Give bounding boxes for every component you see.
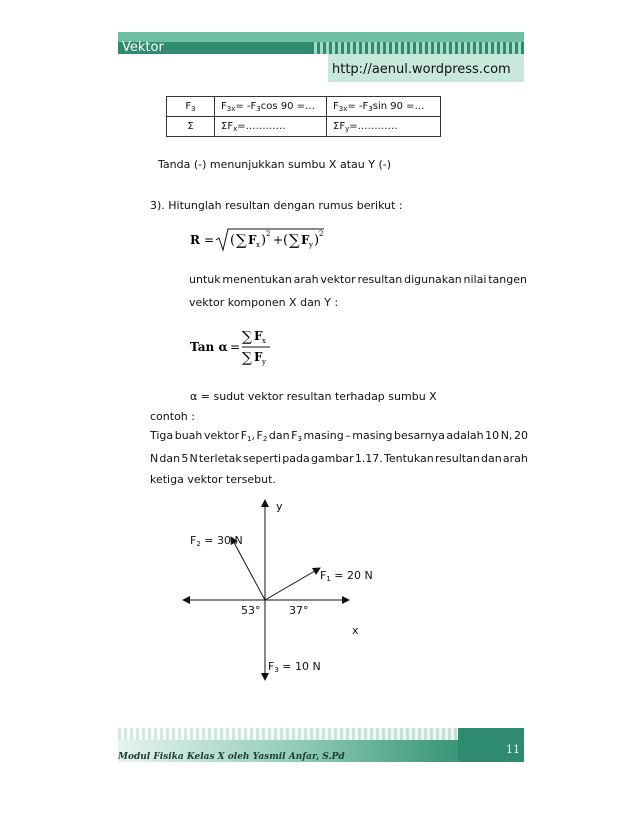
svg-text:∑: ∑ [289, 231, 300, 249]
word: Tentukan [384, 452, 434, 465]
word: besarnya [394, 429, 445, 442]
word: resultan [434, 452, 480, 465]
word: dan [480, 452, 502, 465]
label-angle-37: 37° [289, 604, 309, 617]
vector-f1 [265, 568, 320, 600]
header-url: http://aenul.wordpress.com [332, 62, 511, 77]
word: – [345, 429, 351, 442]
svg-text:y: y [309, 241, 313, 249]
label-f1: $F_1 = 20$ N [320, 569, 373, 583]
svg-text:F: F [254, 350, 263, 364]
label-y-axis: y [276, 500, 283, 513]
svg-text:F: F [254, 329, 263, 343]
svg-text:(: ( [283, 233, 289, 248]
word: dan [159, 452, 181, 465]
paragraph-direction-line2: vektor komponen X dan Y : [189, 296, 339, 309]
label-f3: $F_3 = 10$ N [268, 660, 321, 674]
word: 1.17. [354, 452, 383, 465]
svg-text:∑: ∑ [242, 350, 252, 366]
word: arah [293, 273, 319, 286]
word: masing [352, 429, 393, 442]
word: 5 [181, 452, 189, 465]
svg-text:+: + [273, 233, 284, 247]
word: gambar [310, 452, 354, 465]
svg-text:2: 2 [266, 230, 271, 238]
example-line3: ketiga vektor tersebut. [150, 473, 276, 486]
table-cell: $F_{3x}= -F_3\cos$ 90 =… [215, 97, 327, 117]
svg-text:F: F [301, 233, 310, 247]
table-cell: $F_{3x}= -F_3\sin$ 90 =… [327, 97, 441, 117]
word: adalah [446, 429, 484, 442]
svg-text:x: x [262, 337, 266, 345]
table-cell: Σ [167, 117, 215, 137]
example-label: contoh : [150, 410, 195, 423]
word: N [150, 452, 159, 465]
word: $F_2$ [256, 429, 268, 443]
label-x-axis: x [352, 624, 359, 637]
word: arah [502, 452, 528, 465]
word: seperti [242, 452, 282, 465]
word: vektor [203, 429, 240, 442]
footer-stripes [118, 728, 458, 740]
word: masing [303, 429, 344, 442]
svg-text:=: = [230, 340, 241, 354]
word: menentukan [222, 273, 292, 286]
svg-text:2: 2 [319, 230, 324, 238]
word: $F_3$ [291, 429, 302, 443]
word: $F_1$, [240, 429, 255, 443]
header-title: Vektor [122, 40, 164, 55]
note-text: Tanda (-) menunjukkan sumbu X atau Y (-) [158, 158, 391, 171]
table-cell: $\Sigma F_y=\dots\dots\dots\dots$ [327, 117, 441, 137]
word: dan [268, 429, 290, 442]
word: untuk [189, 273, 221, 286]
word: N [189, 452, 198, 465]
word: nilai [463, 273, 487, 286]
svg-text:): ) [261, 233, 267, 248]
word: vektor [320, 273, 356, 286]
page-number: 11 [506, 743, 520, 756]
word: buah [174, 429, 203, 442]
svg-text:R: R [190, 233, 200, 247]
word: resultan [357, 273, 403, 286]
svg-text:∑: ∑ [236, 231, 247, 249]
word: terletak [198, 452, 242, 465]
word: Tiga [150, 429, 174, 442]
word: 20 [513, 429, 528, 442]
table-cell: $\Sigma F_x=\dots\dots\dots\dots$ [215, 117, 327, 137]
svg-text:F: F [248, 233, 257, 247]
svg-text:): ) [314, 233, 320, 248]
label-angle-53: 53° [241, 604, 261, 617]
alpha-definition: α = sudut vektor resultan terhadap sumbu X [190, 390, 437, 403]
svg-text:Tan α: Tan α [190, 340, 228, 354]
svg-text:∑: ∑ [242, 329, 252, 345]
word: digunakan [404, 273, 462, 286]
word: N, [500, 429, 513, 442]
svg-text:x: x [256, 241, 260, 249]
word: pada [282, 452, 310, 465]
table-cell: $F_3$ [167, 97, 215, 117]
word: tangen [488, 273, 527, 286]
svg-text:(: ( [230, 233, 236, 248]
svg-text:y: y [262, 358, 266, 366]
step3-text: 3). Hitunglah resultan dengan rumus berikut : [150, 199, 403, 212]
footer-author: Modul Fisika Kelas X oleh Yasmil Anfar, S.Pd [118, 752, 345, 762]
label-f2: $F_2 = 30$ N [190, 534, 243, 548]
word: 10 [485, 429, 500, 442]
svg-text:=: = [204, 233, 215, 247]
